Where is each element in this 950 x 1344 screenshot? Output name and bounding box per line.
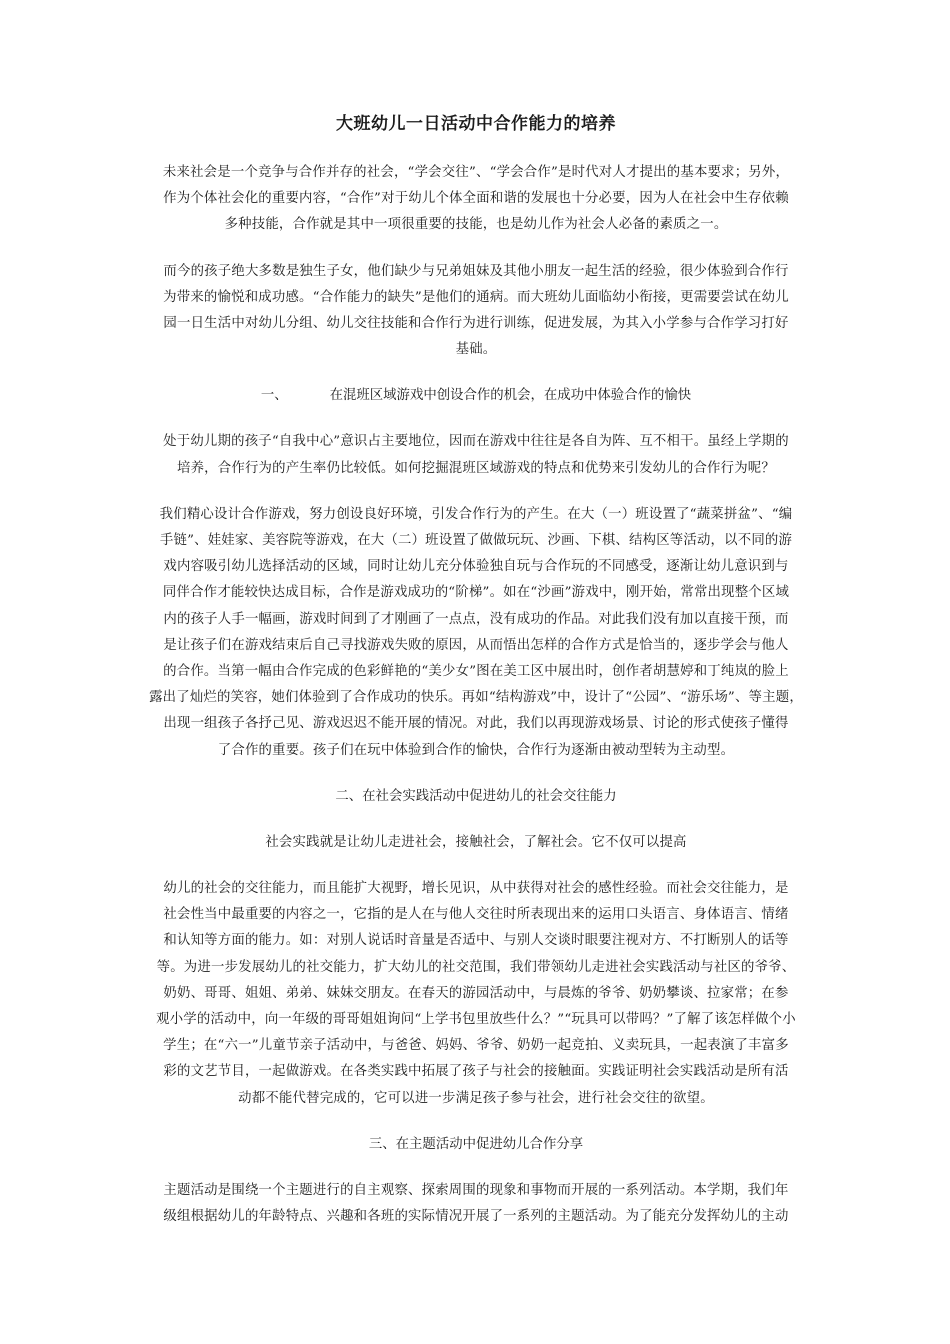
- text-line: 级组根据幼儿的年龄特点、兴趣和各班的实际情况开展了一系列的主题活动。为了能充分发挥幼儿的主动: [163, 1209, 789, 1225]
- text-line: 培养，合作行为的产生率仍比较低。如何挖掘混班区域游戏的特点和优势来引发幼儿的合作行为呢？: [177, 460, 775, 476]
- text-line: 和认知等方面的能力。如：对别人说话时音量是否适中、与别人交谈时眼要注视对方、不打断别人的话等: [163, 933, 789, 949]
- text-line: 学生；在“六一”儿童节亲子活动中，与爸爸、妈妈、爷爷、奶奶一起竞拍、义卖玩具，一起表演了丰富多: [163, 1038, 789, 1054]
- text-line: 社会性当中最重要的内容之一，它指的是人在与他人交往时所表现出来的运用口头语言、身体语言、情绪: [163, 907, 789, 923]
- text-line: 等。为进一步发展幼儿的社交能力，扩大幼儿的社交范围，我们带领幼儿走进社会实践活动与社区的爷爷、: [156, 959, 796, 975]
- text-line: 彩的文艺节目，一起做游戏。在各类实践中拓展了孩子与社会的接触面。实践证明社会实践活动是所有活: [163, 1064, 789, 1080]
- document-title: 大班幼儿一日活动中合作能力的培养: [336, 114, 616, 134]
- text-line: 了合作的重要。孩子们在玩中体验到合作的愉快，合作行为逐渐由被动型转为主动型。: [217, 742, 735, 758]
- text-line: 园一日生活中对幼儿分组、幼儿交往技能和合作行为进行训练，促进发展，为其入小学参与合作学习打好: [163, 316, 789, 332]
- text-line: 出现一组孩子各抒己见、游戏迟迟不能开展的情况。对此，我们以再现游戏场景、讨论的形式使孩子懂得: [163, 716, 789, 732]
- text-line: 主题活动是围绕一个主题进行的自主观察、探索周围的现象和事物而开展的一系列活动。本学期，我们年: [163, 1182, 789, 1198]
- text-line: 是让孩子们在游戏结束后自己寻找游戏失败的原因，从而悟出怎样的合作方式是恰当的，逐步学会与他人: [163, 637, 789, 653]
- text-line: 内的孩子人手一幅画，游戏时间到了才刚画了一点点，没有成功的作品。对此我们没有加以直接干预，而: [163, 611, 789, 627]
- section-heading-text: 在混班区域游戏中创设合作的机会，在成功中体验合作的愉快: [329, 388, 692, 404]
- text-line: 我们精心设计合作游戏，努力创设良好环境，引发合作行为的产生。在大（一）班设置了“蔬菜拼盆”、“编: [159, 506, 793, 522]
- text-line: 观小学的活动中，向一年级的哥哥姐姐询问“上学书包里放些什么？”“玩具可以带吗？”了解了该怎样做个小: [156, 1012, 796, 1028]
- text-line: 的合作。当第一幅由合作完成的色彩鲜艳的“美少女”图在美工区中展出时，创作者胡慧婷和丁纯岚的脸上: [163, 664, 789, 680]
- text-line: 露出了灿烂的笑容，她们体验到了合作成功的快乐。再如“结构游戏”中，设计了“公园”、“游乐场”、等主题，: [149, 690, 803, 706]
- text-line: 而今的孩子绝大多数是独生子女，他们缺少与兄弟姐妹及其他小朋友一起生活的经验，很少体验到合作行: [163, 263, 789, 279]
- text-line: 作为个体社会化的重要内容，“合作”对于幼儿个体全面和谐的发展也十分必要，因为人在社会中生存依赖: [163, 191, 789, 207]
- section-heading-1: [145, 383, 807, 409]
- paragraph-section2-body: [145, 876, 807, 1112]
- section-heading-3: 三、在主题活动中促进幼儿合作分享: [368, 1136, 584, 1152]
- text-line: 多种技能，合作就是其中一项很重要的技能，也是幼儿作为社会人必备的素质之一。: [224, 217, 728, 233]
- paragraph-section1-body: [145, 502, 807, 764]
- text-line: 未来社会是一个竞争与合作并存的社会，“学会交往”、“学会合作”是时代对人才提出的基本要求；另外，: [162, 165, 790, 180]
- paragraph-section2-lead: 社会实践就是让幼儿走进社会，接触社会，了解社会。它不仅可以提高: [265, 834, 687, 850]
- document-page: [145, 112, 807, 1250]
- section-heading-2: 二、在社会实践活动中促进幼儿的社会交往能力: [335, 788, 617, 804]
- section-number: 一、: [260, 388, 288, 404]
- text-line: 同伴合作才能较快达成目标，合作是游戏成功的“阶梯”。如在“沙画”游戏中，刚开始，常常出现整个区域: [162, 585, 790, 601]
- text-line: 奶奶、哥哥、姐姐、弟弟、妹妹交朋友。在春天的游园活动中，与晨炼的爷爷、奶奶攀谈、拉家常；在参: [163, 985, 789, 1001]
- paragraph-background: [145, 259, 807, 364]
- paragraph-section3-body: [145, 1178, 807, 1230]
- text-line: 处于幼儿期的孩子“自我中心”意识占主要地位，因而在游戏中往往是各自为阵、互不相干。虽经上学期的: [163, 434, 789, 450]
- text-line: 动都不能代替完成的，它可以进一步满足孩子参与社会，进行社会交往的欲望。: [238, 1090, 714, 1106]
- text-line: 戏内容吸引幼儿选择活动的区域，同时让幼儿充分体验独自玩与合作玩的不同感受，逐渐让幼儿意识到与: [163, 559, 789, 575]
- text-line: 为带来的愉悦和成功感。“合作能力的缺失”是他们的通病。而大班幼儿面临幼小衔接，更需要尝试在幼儿: [163, 289, 789, 305]
- text-line: 基础。: [455, 342, 497, 358]
- text-line: 幼儿的社会的交往能力，而且能扩大视野，增长见识，从中获得对社会的感性经验。而社会交往能力，是: [163, 881, 789, 897]
- paragraph-section1-intro: [145, 429, 807, 481]
- paragraph-intro: [145, 160, 807, 239]
- text-line: 手链”、娃娃家、美容院等游戏，在大（二）班设置了做做玩玩、沙画、下棋、结构区等活动，以不同的游: [159, 533, 793, 549]
